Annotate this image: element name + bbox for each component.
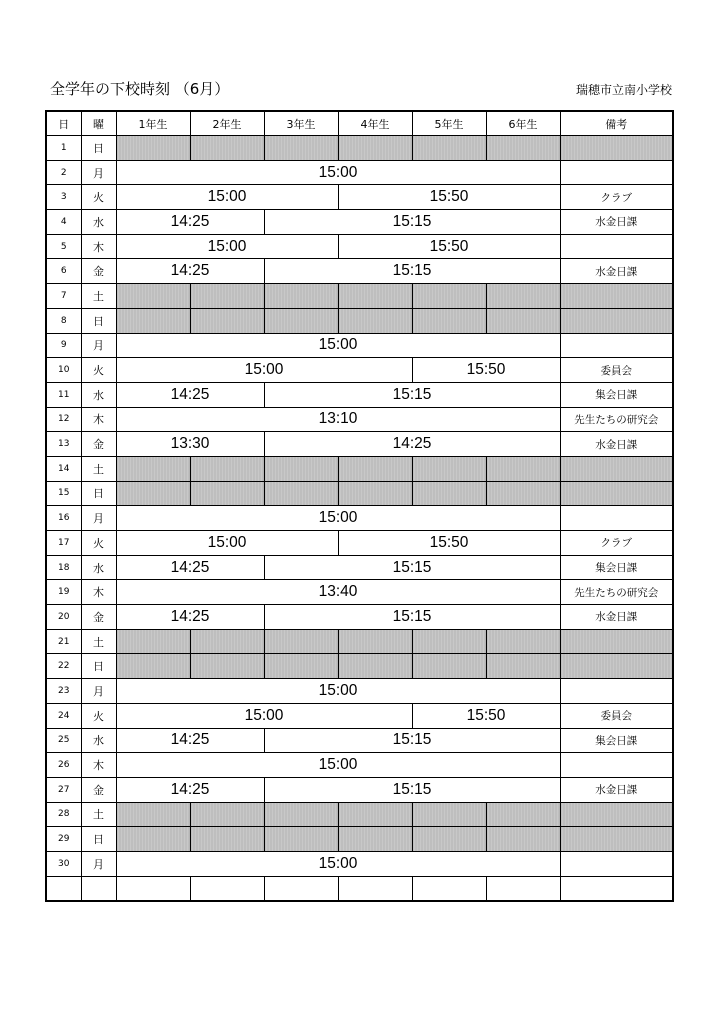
weekday-cell — [81, 876, 116, 901]
holiday-shaded-cell — [190, 802, 264, 827]
holiday-shaded-cell — [486, 629, 560, 654]
holiday-shaded-cell — [486, 284, 560, 309]
holiday-shaded-cell — [338, 456, 412, 481]
weekday-cell: 月 — [81, 851, 116, 876]
table-row — [46, 802, 673, 827]
day-cell: 6 — [46, 259, 81, 284]
dismissal-time-cell: 14:25 — [116, 605, 264, 630]
day-cell: 23 — [46, 679, 81, 704]
holiday-shaded-cell — [116, 456, 190, 481]
note-cell: 集会日課 — [560, 728, 673, 753]
holiday-shaded-cell — [116, 284, 190, 309]
dismissal-time-cell: 14:25 — [116, 210, 264, 235]
table-row — [46, 308, 673, 333]
dismissal-time-cell: 14:25 — [116, 555, 264, 580]
note-cell — [560, 753, 673, 778]
dismissal-time-cell: 15:15 — [264, 728, 560, 753]
note-cell: 集会日課 — [560, 555, 673, 580]
empty-cell — [338, 876, 412, 901]
weekday-cell: 土 — [81, 629, 116, 654]
table-row — [46, 654, 673, 679]
dismissal-time-cell: 15:00 — [116, 333, 560, 358]
weekday-cell: 水 — [81, 555, 116, 580]
day-cell: 8 — [46, 308, 81, 333]
dismissal-time-cell: 15:15 — [264, 259, 560, 284]
weekday-cell: 月 — [81, 160, 116, 185]
header-weekday: 曜 — [81, 111, 116, 136]
table-row — [46, 605, 673, 630]
dismissal-time-cell: 13:30 — [116, 432, 264, 457]
table-row — [46, 580, 673, 605]
holiday-shaded-cell — [560, 136, 673, 161]
holiday-shaded-cell — [560, 481, 673, 506]
dismissal-time-cell: 15:15 — [264, 382, 560, 407]
holiday-shaded-cell — [560, 654, 673, 679]
weekday-cell: 金 — [81, 259, 116, 284]
table-row — [46, 531, 673, 556]
weekday-cell: 月 — [81, 679, 116, 704]
dismissal-time-cell: 15:00 — [116, 506, 560, 531]
holiday-shaded-cell — [264, 456, 338, 481]
header-grade-3: 3年生 — [264, 111, 338, 136]
dismissal-time-cell: 15:00 — [116, 358, 412, 383]
holiday-shaded-cell — [190, 284, 264, 309]
note-cell — [560, 506, 673, 531]
table-row — [46, 851, 673, 876]
dismissal-time-cell: 14:25 — [264, 432, 560, 457]
weekday-cell: 水 — [81, 210, 116, 235]
holiday-shaded-cell — [486, 654, 560, 679]
day-cell: 1 — [46, 136, 81, 161]
weekday-cell: 日 — [81, 827, 116, 852]
holiday-shaded-cell — [412, 136, 486, 161]
weekday-cell: 火 — [81, 703, 116, 728]
note-cell: 集会日課 — [560, 382, 673, 407]
holiday-shaded-cell — [560, 802, 673, 827]
holiday-shaded-cell — [190, 308, 264, 333]
weekday-cell: 土 — [81, 284, 116, 309]
day-cell: 24 — [46, 703, 81, 728]
empty-cell — [560, 876, 673, 901]
dismissal-time-cell: 14:25 — [116, 728, 264, 753]
holiday-shaded-cell — [486, 456, 560, 481]
dismissal-time-cell: 15:00 — [116, 753, 560, 778]
holiday-shaded-cell — [338, 629, 412, 654]
day-cell: 28 — [46, 802, 81, 827]
weekday-cell: 木 — [81, 407, 116, 432]
holiday-shaded-cell — [264, 802, 338, 827]
weekday-cell: 土 — [81, 802, 116, 827]
holiday-shaded-cell — [116, 827, 190, 852]
weekday-cell: 日 — [81, 308, 116, 333]
table-row — [46, 827, 673, 852]
empty-cell — [190, 876, 264, 901]
weekday-cell: 月 — [81, 506, 116, 531]
holiday-shaded-cell — [338, 654, 412, 679]
day-cell: 2 — [46, 160, 81, 185]
note-cell — [560, 160, 673, 185]
day-cell: 20 — [46, 605, 81, 630]
note-cell: 先生たちの研究会 — [560, 580, 673, 605]
day-cell: 19 — [46, 580, 81, 605]
header-grade-6: 6年生 — [486, 111, 560, 136]
holiday-shaded-cell — [412, 802, 486, 827]
holiday-shaded-cell — [486, 136, 560, 161]
dismissal-time-cell: 15:50 — [338, 185, 560, 210]
day-cell: 14 — [46, 456, 81, 481]
day-cell: 17 — [46, 531, 81, 556]
dismissal-time-cell: 15:50 — [338, 531, 560, 556]
weekday-cell: 火 — [81, 531, 116, 556]
note-cell: 水金日課 — [560, 259, 673, 284]
weekday-cell: 木 — [81, 753, 116, 778]
dismissal-time-cell: 15:00 — [116, 185, 338, 210]
dismissal-time-cell: 15:00 — [116, 160, 560, 185]
header-notes: 備考 — [560, 111, 673, 136]
table-row — [46, 703, 673, 728]
table-row — [46, 753, 673, 778]
day-cell: 5 — [46, 234, 81, 259]
holiday-shaded-cell — [338, 802, 412, 827]
holiday-shaded-cell — [338, 136, 412, 161]
dismissal-time-cell: 15:00 — [116, 851, 560, 876]
holiday-shaded-cell — [116, 629, 190, 654]
header-grade-4: 4年生 — [338, 111, 412, 136]
weekday-cell: 火 — [81, 185, 116, 210]
day-cell: 15 — [46, 481, 81, 506]
holiday-shaded-cell — [264, 136, 338, 161]
holiday-shaded-cell — [264, 654, 338, 679]
day-cell: 7 — [46, 284, 81, 309]
table-row — [46, 358, 673, 383]
holiday-shaded-cell — [264, 827, 338, 852]
day-cell: 4 — [46, 210, 81, 235]
header-grade-2: 2年生 — [190, 111, 264, 136]
day-cell: 30 — [46, 851, 81, 876]
holiday-shaded-cell — [412, 654, 486, 679]
weekday-cell: 水 — [81, 728, 116, 753]
holiday-shaded-cell — [412, 827, 486, 852]
dismissal-time-cell: 15:50 — [412, 703, 560, 728]
dismissal-time-cell: 15:00 — [116, 679, 560, 704]
header-day: 日 — [46, 111, 81, 136]
table-row — [46, 259, 673, 284]
dismissal-time-cell: 15:50 — [338, 234, 560, 259]
holiday-shaded-cell — [560, 629, 673, 654]
holiday-shaded-cell — [338, 284, 412, 309]
day-cell: 16 — [46, 506, 81, 531]
holiday-shaded-cell — [412, 284, 486, 309]
table-row — [46, 210, 673, 235]
note-cell: 先生たちの研究会 — [560, 407, 673, 432]
note-cell: 水金日課 — [560, 777, 673, 802]
dismissal-time-cell: 14:25 — [116, 382, 264, 407]
table-row — [46, 876, 673, 901]
note-cell — [560, 234, 673, 259]
day-cell: 22 — [46, 654, 81, 679]
empty-cell — [486, 876, 560, 901]
note-cell — [560, 679, 673, 704]
table-row — [46, 407, 673, 432]
weekday-cell: 水 — [81, 382, 116, 407]
note-cell: 委員会 — [560, 358, 673, 383]
weekday-cell: 月 — [81, 333, 116, 358]
holiday-shaded-cell — [116, 136, 190, 161]
day-cell — [46, 876, 81, 901]
weekday-cell: 日 — [81, 481, 116, 506]
table-row — [46, 333, 673, 358]
holiday-shaded-cell — [264, 308, 338, 333]
table-row — [46, 555, 673, 580]
dismissal-time-cell: 13:40 — [116, 580, 560, 605]
school-name: 瑞穂市立南小学校 — [575, 83, 672, 97]
dismissal-time-cell: 15:00 — [116, 531, 338, 556]
dismissal-time-cell: 14:25 — [116, 259, 264, 284]
holiday-shaded-cell — [116, 654, 190, 679]
day-cell: 3 — [46, 185, 81, 210]
holiday-shaded-cell — [338, 308, 412, 333]
header-grade-5: 5年生 — [412, 111, 486, 136]
holiday-shaded-cell — [486, 802, 560, 827]
holiday-shaded-cell — [190, 654, 264, 679]
holiday-shaded-cell — [190, 629, 264, 654]
note-cell — [560, 851, 673, 876]
note-cell: 水金日課 — [560, 432, 673, 457]
table-row — [46, 728, 673, 753]
table-row — [46, 234, 673, 259]
empty-cell — [412, 876, 486, 901]
weekday-cell: 日 — [81, 654, 116, 679]
holiday-shaded-cell — [560, 827, 673, 852]
empty-cell — [116, 876, 190, 901]
table-row — [46, 629, 673, 654]
holiday-shaded-cell — [412, 308, 486, 333]
table-row — [46, 679, 673, 704]
dismissal-schedule-table — [45, 110, 674, 902]
header-grade-1: 1年生 — [116, 111, 190, 136]
holiday-shaded-cell — [412, 481, 486, 506]
day-cell: 26 — [46, 753, 81, 778]
dismissal-time-cell: 15:15 — [264, 605, 560, 630]
day-cell: 10 — [46, 358, 81, 383]
table-row — [46, 185, 673, 210]
day-cell: 12 — [46, 407, 81, 432]
table-row — [46, 456, 673, 481]
table-row — [46, 160, 673, 185]
note-cell: 水金日課 — [560, 605, 673, 630]
holiday-shaded-cell — [338, 827, 412, 852]
holiday-shaded-cell — [264, 629, 338, 654]
table-row — [46, 506, 673, 531]
holiday-shaded-cell — [486, 481, 560, 506]
weekday-cell: 火 — [81, 358, 116, 383]
table-row — [46, 284, 673, 309]
dismissal-time-cell: 15:00 — [116, 234, 338, 259]
day-cell: 9 — [46, 333, 81, 358]
page-title: 全学年の下校時刻 （6月） — [50, 80, 230, 98]
dismissal-time-cell: 15:50 — [412, 358, 560, 383]
note-cell: クラブ — [560, 531, 673, 556]
weekday-cell: 土 — [81, 456, 116, 481]
day-cell: 25 — [46, 728, 81, 753]
note-cell: クラブ — [560, 185, 673, 210]
weekday-cell: 日 — [81, 136, 116, 161]
table-row — [46, 382, 673, 407]
holiday-shaded-cell — [560, 456, 673, 481]
weekday-cell: 金 — [81, 605, 116, 630]
holiday-shaded-cell — [190, 136, 264, 161]
weekday-cell: 木 — [81, 234, 116, 259]
holiday-shaded-cell — [190, 481, 264, 506]
holiday-shaded-cell — [486, 827, 560, 852]
day-cell: 27 — [46, 777, 81, 802]
day-cell: 18 — [46, 555, 81, 580]
holiday-shaded-cell — [116, 308, 190, 333]
holiday-shaded-cell — [190, 456, 264, 481]
table-row — [46, 432, 673, 457]
dismissal-time-cell: 13:10 — [116, 407, 560, 432]
dismissal-time-cell: 15:15 — [264, 210, 560, 235]
day-cell: 11 — [46, 382, 81, 407]
holiday-shaded-cell — [264, 284, 338, 309]
holiday-shaded-cell — [486, 308, 560, 333]
weekday-cell: 金 — [81, 432, 116, 457]
day-cell: 21 — [46, 629, 81, 654]
holiday-shaded-cell — [190, 827, 264, 852]
dismissal-time-cell: 15:15 — [264, 555, 560, 580]
note-cell — [560, 333, 673, 358]
day-cell: 29 — [46, 827, 81, 852]
dismissal-time-cell: 15:15 — [264, 777, 560, 802]
holiday-shaded-cell — [412, 456, 486, 481]
table-row — [46, 777, 673, 802]
holiday-shaded-cell — [560, 308, 673, 333]
dismissal-time-cell: 15:00 — [116, 703, 412, 728]
weekday-cell: 木 — [81, 580, 116, 605]
holiday-shaded-cell — [116, 802, 190, 827]
weekday-cell: 金 — [81, 777, 116, 802]
dismissal-time-cell: 14:25 — [116, 777, 264, 802]
header-row — [46, 111, 673, 136]
table-row — [46, 136, 673, 161]
day-cell: 13 — [46, 432, 81, 457]
holiday-shaded-cell — [264, 481, 338, 506]
table-row — [46, 481, 673, 506]
note-cell: 委員会 — [560, 703, 673, 728]
holiday-shaded-cell — [116, 481, 190, 506]
holiday-shaded-cell — [338, 481, 412, 506]
note-cell: 水金日課 — [560, 210, 673, 235]
holiday-shaded-cell — [412, 629, 486, 654]
holiday-shaded-cell — [560, 284, 673, 309]
empty-cell — [264, 876, 338, 901]
